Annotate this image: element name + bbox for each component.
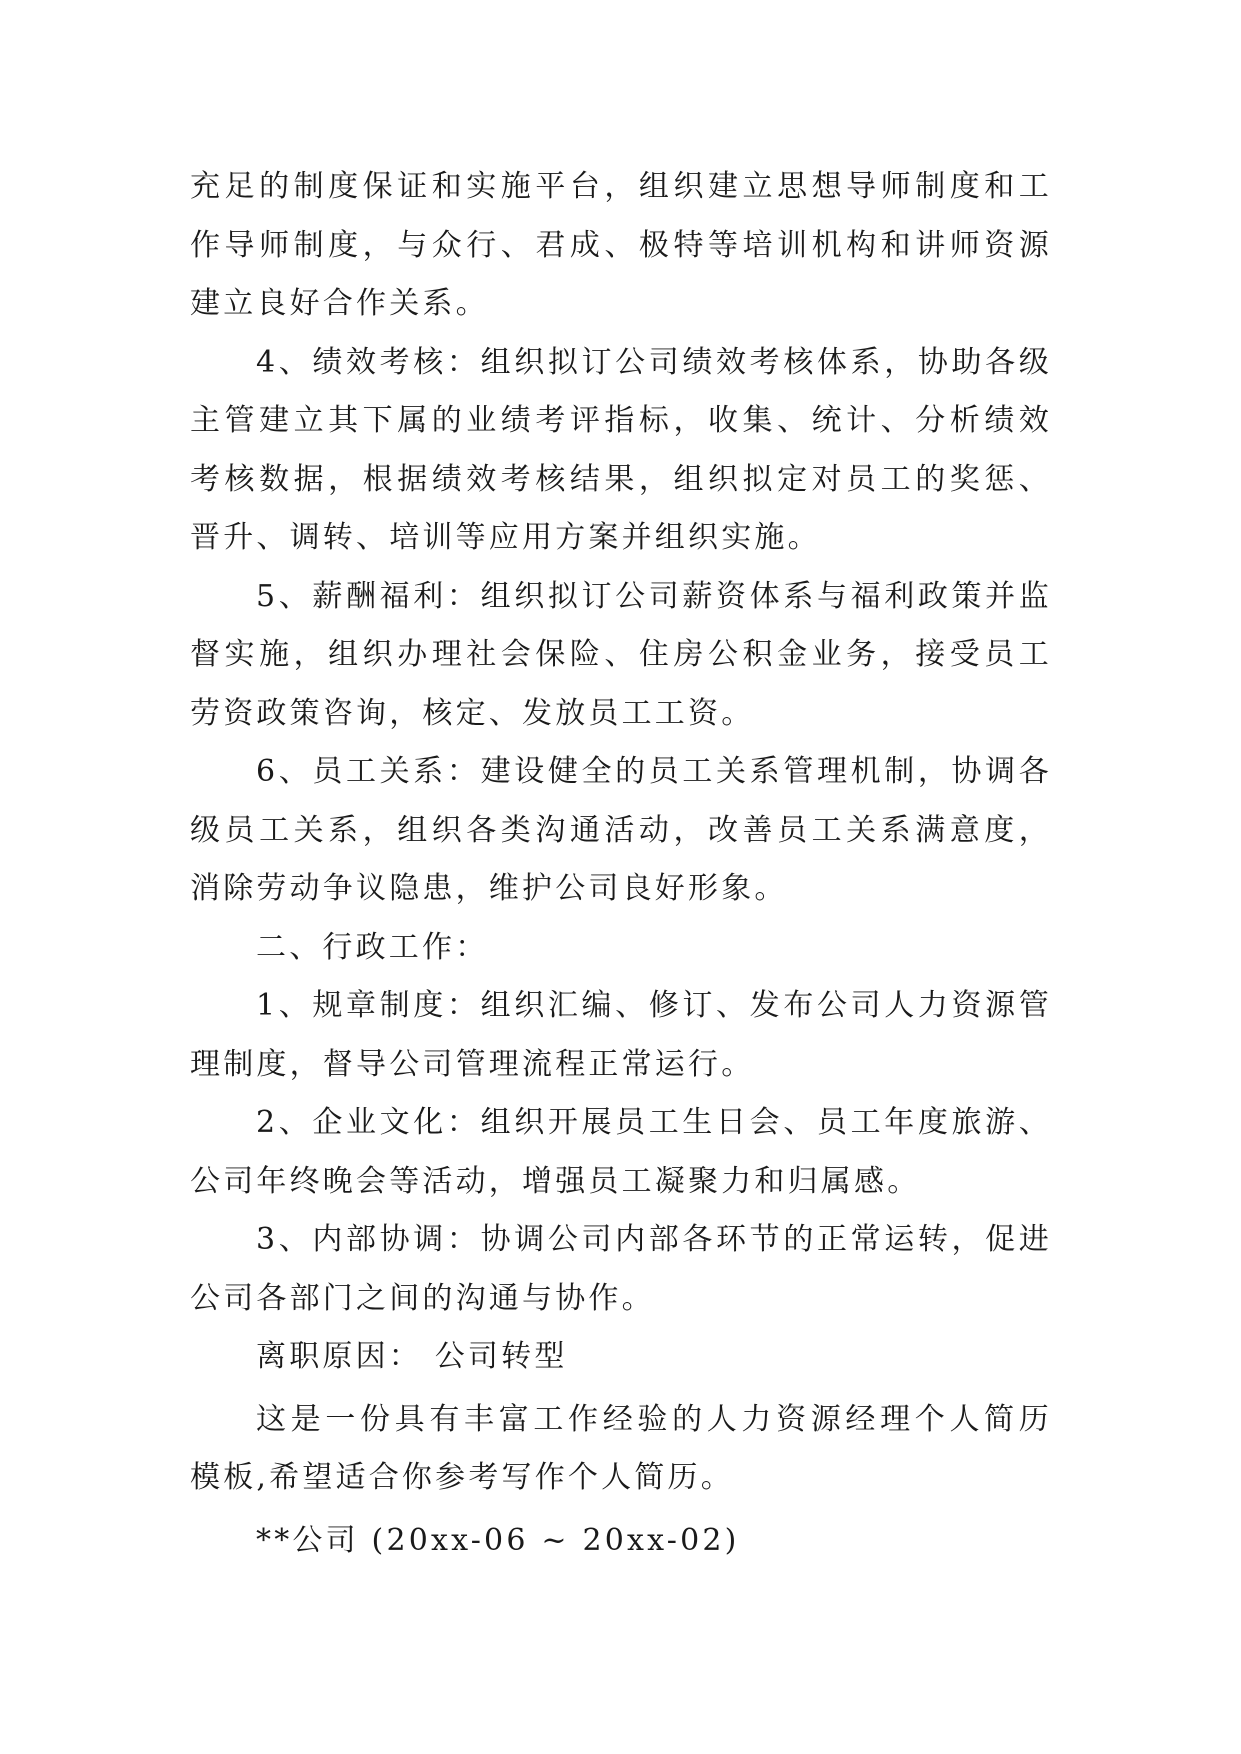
paragraph-rules-regulations: 1、规章制度：组织汇编、修订、发布公司人力资源管理制度，督导公司管理流程正常运行。 bbox=[190, 988, 1052, 1082]
document-body bbox=[190, 158, 1052, 1570]
section-heading-administration: 二、行政工作： bbox=[256, 929, 489, 965]
paragraph-reason-for-leaving: 离职原因： 公司转型 bbox=[256, 1339, 568, 1374]
paragraph-corporate-culture: 2、企业文化：组织开展员工生日会、员工年度旅游、公司年终晚会等活动，增强员工凝聚力和归属感。 bbox=[190, 1105, 1052, 1199]
paragraph-compensation-benefits: 5、薪酬福利：组织拟订公司薪资体系与福利政策并监督实施，组织办理社会保险、住房公积金业务，接受员工劳资政策咨询，核定、发放员工工资。 bbox=[190, 578, 1052, 731]
paragraph-internal-coordination: 3、内部协调：协调公司内部各环节的正常运转，促进公司各部门之间的沟通与协作。 bbox=[190, 1222, 1052, 1316]
paragraph-employee-relations: 6、员工关系：建设健全的员工关系管理机制，协调各级员工关系，组织各类沟通活动，改善员工关系满意度，消除劳动争议隐患，维护公司良好形象。 bbox=[190, 754, 1052, 906]
paragraph-training-platform: 充足的制度保证和实施平台，组织建立思想导师制度和工作导师制度，与众行、君成、极特等培训机构和讲师资源建立良好合作关系。 bbox=[190, 169, 1052, 321]
paragraph-company-period: **公司 (20xx-06 ~ 20xx-02) bbox=[256, 1522, 740, 1558]
paragraph-template-note: 这是一份具有丰富工作经验的人力资源经理个人简历模板,希望适合你参考写作个人简历。 bbox=[190, 1401, 1052, 1495]
paragraph-performance-appraisal: 4、绩效考核：组织拟订公司绩效考核体系，协助各级主管建立其下属的业绩考评指标，收集、统计、分析绩效考核数据，根据绩效考核结果，组织拟定对员工的奖惩、晋升、调转、培训等应用方案并组织实施。 bbox=[190, 344, 1052, 555]
